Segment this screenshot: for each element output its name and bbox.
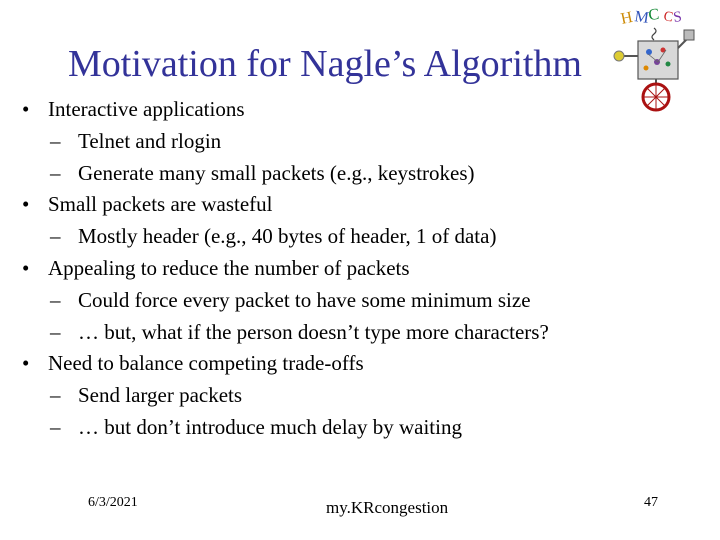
sub-bullet-mark: – bbox=[50, 319, 61, 344]
sub-bullet-text: … but, what if the person doesn’t type more characters? bbox=[78, 319, 549, 344]
bullet-mark: • bbox=[22, 351, 30, 376]
sub-bullet-mark: – bbox=[50, 128, 61, 153]
sub-bullet-mark: – bbox=[50, 414, 61, 439]
svg-text:C: C bbox=[662, 9, 675, 26]
footer-date: 6/3/2021 bbox=[88, 495, 138, 510]
bullet-item bbox=[22, 348, 672, 380]
footer-title: my.KRcongestion bbox=[326, 498, 449, 517]
bullet-text: Interactive applications bbox=[48, 97, 245, 121]
sub-bullet-mark: – bbox=[50, 383, 61, 408]
sub-bullet-item bbox=[22, 412, 672, 444]
bullet-item bbox=[22, 189, 672, 221]
svg-text:C: C bbox=[647, 5, 661, 24]
sub-bullet-mark: – bbox=[50, 287, 61, 312]
bullet-item bbox=[22, 253, 672, 285]
sub-bullet-item bbox=[22, 158, 672, 190]
sub-bullet-item bbox=[22, 221, 672, 253]
svg-text:H: H bbox=[619, 8, 635, 28]
hmc-cs-robot-logo-icon bbox=[608, 4, 716, 116]
sub-bullet-item bbox=[22, 126, 672, 158]
sub-bullet-text: Telnet and rlogin bbox=[78, 128, 222, 153]
page-number: 47 bbox=[644, 495, 658, 510]
bullet-text: Appealing to reduce the number of packets bbox=[48, 255, 410, 280]
sub-bullet-item bbox=[22, 317, 672, 349]
slide-title: Motivation for Nagle’s Algorithm bbox=[67, 43, 582, 85]
bullet-mark: • bbox=[22, 192, 30, 217]
bullet-list bbox=[22, 94, 672, 444]
sub-bullet-text: Could force every packet to have some minimum size bbox=[78, 287, 531, 312]
sub-bullet-mark: – bbox=[50, 224, 61, 249]
bullet-mark: • bbox=[22, 255, 30, 280]
svg-text:M: M bbox=[633, 8, 650, 27]
bullet-item bbox=[22, 94, 672, 126]
sub-bullet-text: … but don’t introduce much delay by waiting bbox=[78, 414, 462, 439]
bullet-mark: • bbox=[22, 97, 30, 121]
svg-text:S: S bbox=[672, 8, 683, 26]
sub-bullet-mark: – bbox=[50, 160, 61, 185]
bullet-text: Small packets are wasteful bbox=[48, 192, 273, 217]
sub-bullet-item bbox=[22, 380, 672, 412]
sub-bullet-item bbox=[22, 285, 672, 317]
sub-bullet-text: Generate many small packets (e.g., keystrokes) bbox=[78, 160, 475, 185]
sub-bullet-text: Mostly header (e.g., 40 bytes of header, 1 of data) bbox=[78, 224, 497, 249]
sub-bullet-text: Send larger packets bbox=[78, 383, 243, 408]
bullet-text: Need to balance competing trade-offs bbox=[48, 351, 364, 376]
